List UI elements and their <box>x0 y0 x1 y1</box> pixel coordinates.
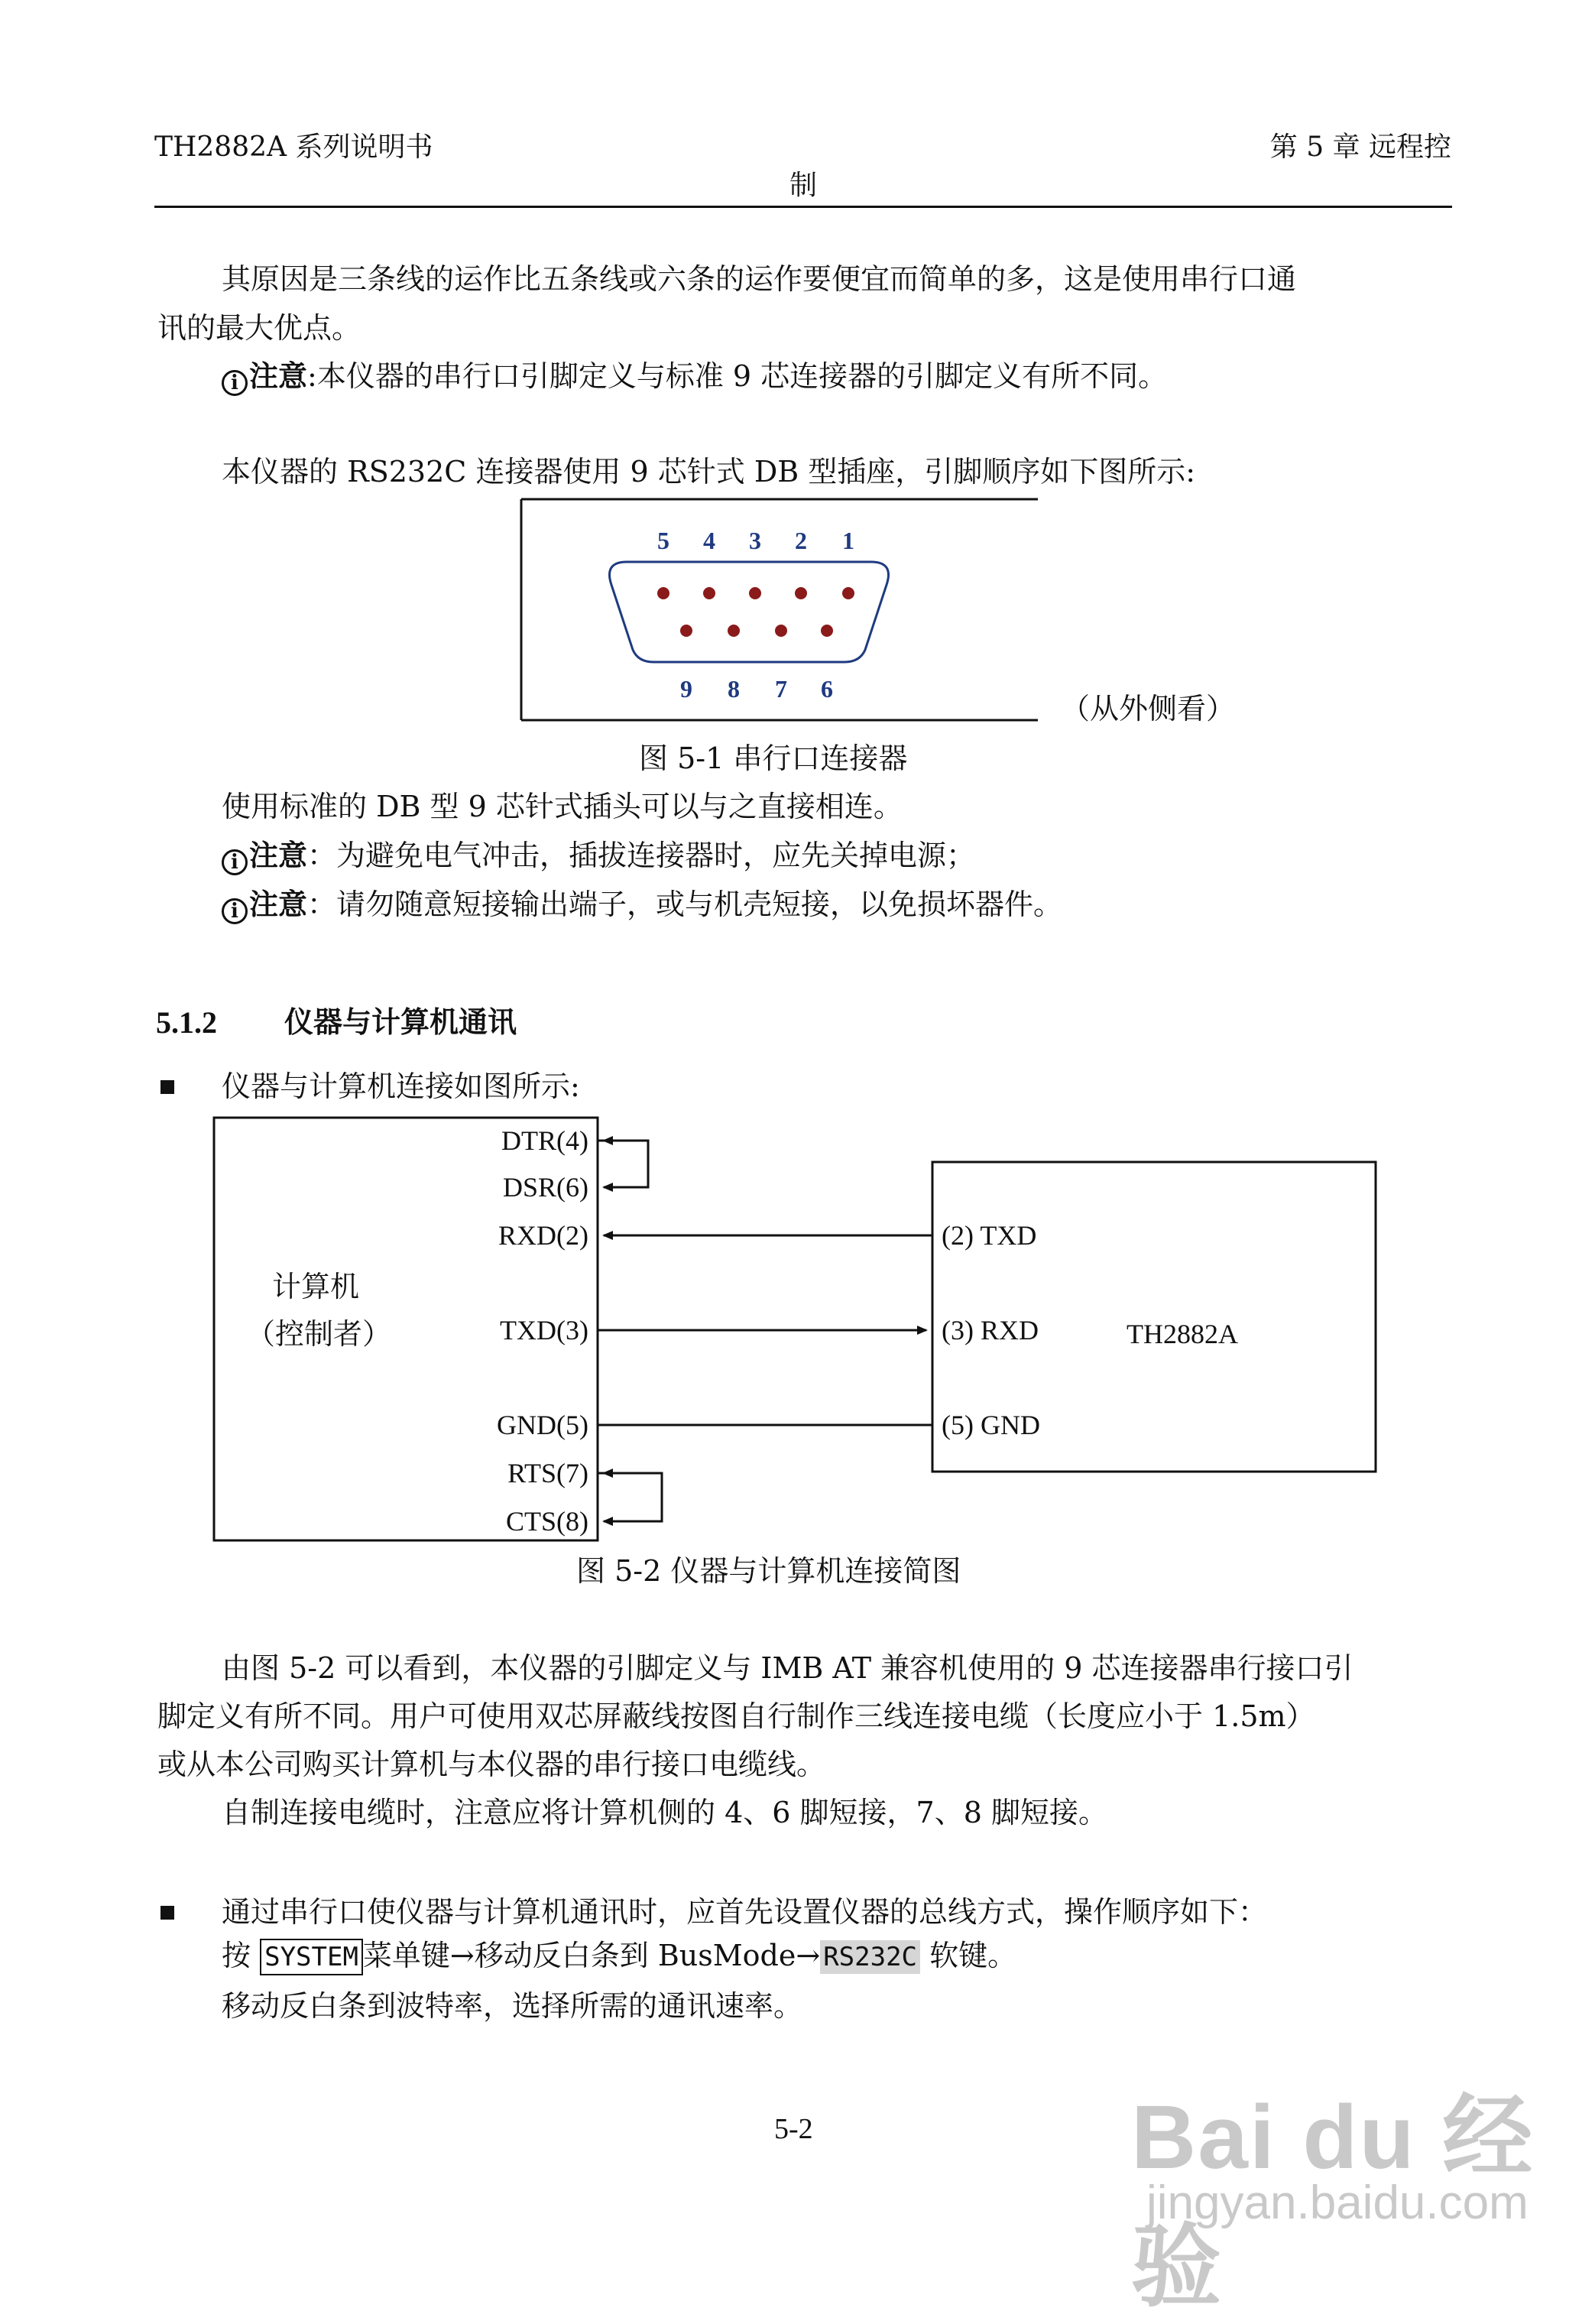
header-rule <box>154 206 1452 208</box>
computer-label-1: 计算机 <box>272 1270 360 1303</box>
step-1-suffix: 软键。 <box>920 1939 1017 1972</box>
pin-label-6: 6 <box>821 675 833 703</box>
note-3-label: 注意 <box>249 887 308 921</box>
pin-1 <box>842 587 854 599</box>
device-pin-5gnd: (5) GND <box>942 1410 1040 1440</box>
para4-line3: 或从本公司购买计算机与本仪器的串行接口电缆线。 <box>157 1748 826 1781</box>
note-2-text: ：为避免电气冲击，插拔连接器时，应先关掉电源； <box>307 839 976 872</box>
header-right: 第 5 章 远程控 <box>1269 131 1451 163</box>
fig1-caption: 图 5-1 串行口连接器 <box>639 742 908 775</box>
bullet-2-marker <box>160 1906 174 1923</box>
pin-label-7: 7 <box>775 675 787 703</box>
note-2 <box>222 838 976 875</box>
rs232c-softkey: RS232C <box>820 1940 920 1974</box>
pin-5 <box>657 587 669 599</box>
pin-4 <box>703 587 715 599</box>
pin-3 <box>749 587 761 599</box>
page-number: 5-2 <box>774 2113 813 2145</box>
step-2: 移动反白条到波特率，选择所需的通讯速率。 <box>222 1989 803 2023</box>
pin-9 <box>680 625 692 637</box>
note-2-label: 注意 <box>249 838 308 872</box>
computer-label-2: （控制者） <box>246 1317 392 1351</box>
computer-pin-dsr6: DSR(6) <box>502 1172 588 1203</box>
baidu-url-watermark: jingyan.baidu.com <box>1146 2176 1529 2229</box>
system-key: SYSTEM <box>260 1939 363 1975</box>
pin-label-8: 8 <box>728 675 740 703</box>
connector-side-note: （从外侧看） <box>1061 692 1236 725</box>
note-3-text: ：请勿随意短接输出端子，或与机壳短接，以免损坏器件。 <box>307 888 1063 921</box>
computer-pin-cts8: CTS(8) <box>506 1506 588 1537</box>
computer-pin-rxd2: RXD(2) <box>498 1220 588 1251</box>
computer-pin-txd3: TXD(3) <box>500 1315 588 1345</box>
pin-2 <box>795 587 807 599</box>
pin-label-4: 4 <box>703 527 715 554</box>
step-1-prefix: 按 <box>222 1939 261 1972</box>
para1-line1: 其原因是三条线的运作比五条线或六条的运作要便宜而简单的多，这是使用串行口通 <box>222 262 1297 296</box>
rts-cts-loop <box>598 1473 662 1521</box>
connector-figure <box>512 497 1047 730</box>
computer-pin-rts7: RTS(7) <box>507 1458 588 1488</box>
note-1-text: :本仪器的串行口引脚定义与标准 9 芯连接器的引脚定义有所不同。 <box>307 359 1168 393</box>
info-icon: i <box>222 898 248 924</box>
dtr-dsr-loop <box>598 1141 648 1187</box>
note-3 <box>222 887 1063 924</box>
info-icon: i <box>222 370 248 396</box>
fig2-caption: 图 5-2 仪器与计算机连接简图 <box>576 1554 961 1588</box>
header-left: TH2882A 系列说明书 <box>154 131 433 163</box>
pin-label-2: 2 <box>795 527 807 554</box>
computer-pin-gnd5: GND(5) <box>497 1410 588 1440</box>
para3: 使用标准的 DB 型 9 芯针式插头可以与之直接相连。 <box>222 790 903 823</box>
pin-label-3: 3 <box>749 527 761 554</box>
bullet-2-text: 通过串行口使仪器与计算机通讯时，应首先设置仪器的总线方式，操作顺序如下： <box>222 1895 1268 1929</box>
para4-line1: 由图 5-2 可以看到，本仪器的引脚定义与 IMB AT 兼容机使用的 9 芯连接器串行接口引 <box>222 1651 1353 1685</box>
pin-8 <box>728 625 740 637</box>
baidu-logo-watermark: Bai du 经验 <box>1131 2087 1535 2318</box>
para4-line2: 脚定义有所不同。用户可使用双芯屏蔽线按图自行制作三线连接电缆（长度应小于 1.5m） <box>157 1699 1315 1733</box>
step-1 <box>222 1941 1016 1970</box>
para5: 自制连接电缆时，注意应将计算机侧的 4、6 脚短接，7、8 脚短接。 <box>222 1796 1107 1829</box>
para2: 本仪器的 RS232C 连接器使用 9 芯针式 DB 型插座，引脚顺序如下图所示: <box>222 455 1196 488</box>
computer-pin-dtr4: DTR(4) <box>501 1125 588 1156</box>
note-1 <box>222 359 1168 396</box>
note-1-label: 注意 <box>249 359 308 393</box>
device-pin-2txd: (2) TXD <box>942 1220 1037 1251</box>
info-icon: i <box>222 849 248 875</box>
bullet-1-marker <box>160 1080 174 1097</box>
section-number: 5.1.2 <box>156 1005 217 1040</box>
para1-line2: 讯的最大优点。 <box>157 311 361 345</box>
db9-shell-outline <box>610 562 889 662</box>
pin-6 <box>821 625 833 637</box>
pin-label-5: 5 <box>657 527 669 554</box>
bullet-1-text: 仪器与计算机连接如图所示: <box>222 1069 580 1103</box>
pin-7 <box>775 625 787 637</box>
section-title: 仪器与计算机通讯 <box>284 1005 517 1039</box>
device-name: TH2882A <box>1127 1319 1238 1349</box>
pin-label-9: 9 <box>680 675 692 703</box>
device-pin-3rxd: (3) RXD <box>942 1315 1039 1345</box>
pin-label-1: 1 <box>842 527 854 554</box>
header-right-wrap: 制 <box>789 170 818 201</box>
step-1-mid: 菜单键→移动反白条到 BusMode→ <box>362 1939 821 1972</box>
